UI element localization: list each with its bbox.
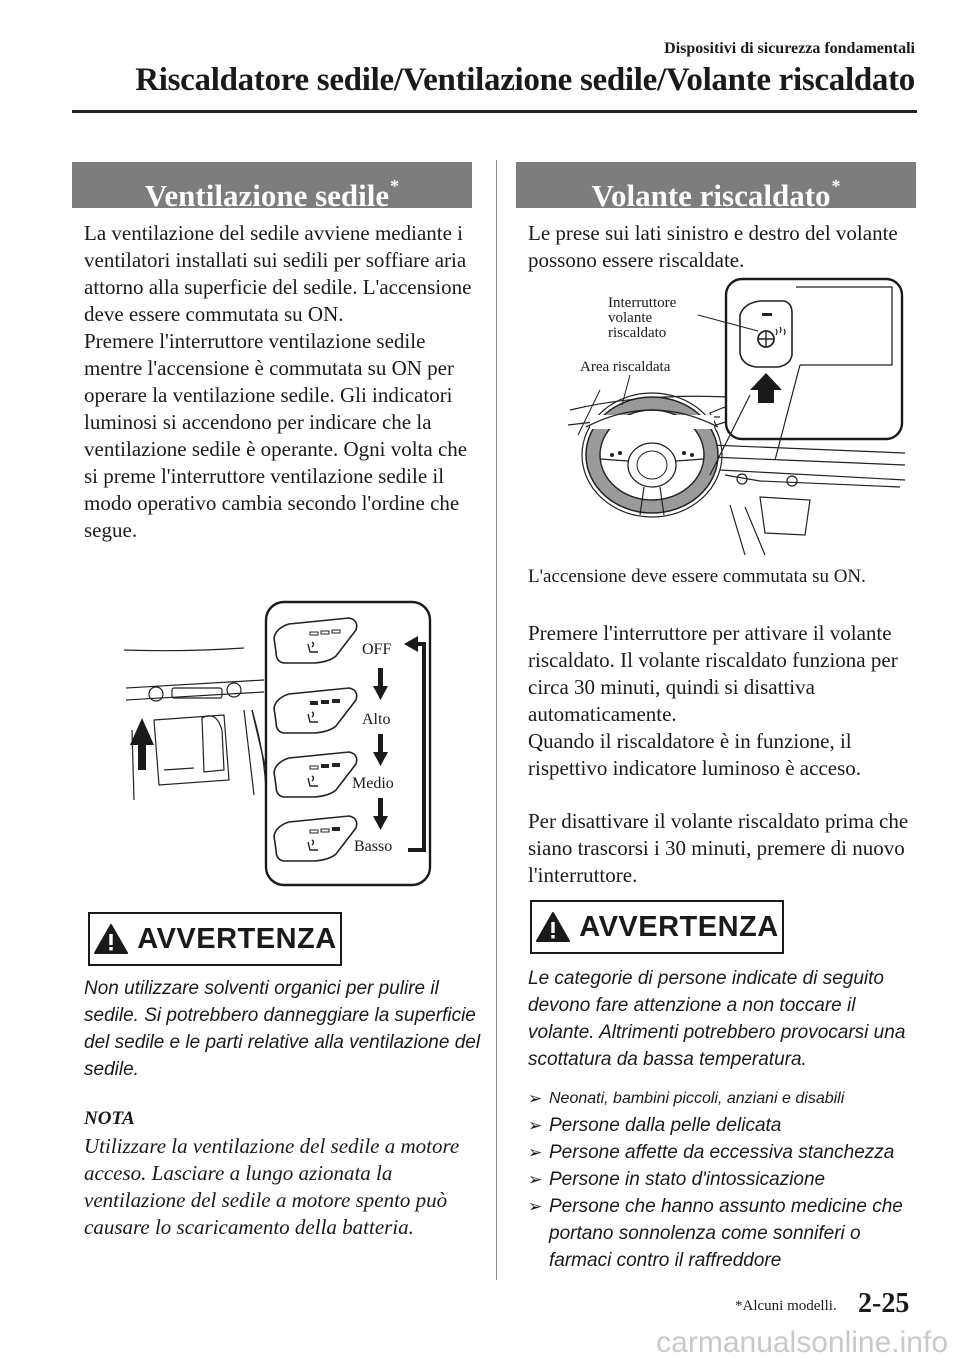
warning-text: Non utilizzare solventi organici per pulire il sedile. Si potrebbero danneggiare la superficie del sedile e le parti relative alla ventilazione del sedile. — [84, 978, 481, 1080]
section-title-heated-wheel — [516, 162, 916, 213]
warning-label: AVVERTENZA — [579, 910, 779, 943]
warning-badge — [530, 900, 784, 954]
warning-label: AVVERTENZA — [137, 922, 337, 955]
label-switch-line3: riscaldato — [608, 325, 667, 341]
seat-ventilation-intro: La ventilazione del sedile avviene mediante i ventilatori installati sui sedili per soffiare aria attorno alla superficie del sedile. L'accensione deve essere commutata su ON. Premere l'interruttore ventilazione sedile mentre l'accensione è commutata su ON per operare la ventilazione sedile. Gli indicatori luminosi si accendono per indicare che la ventilazione sedile è operante. Ogni volta che si preme l'interruttore ventilazione sedile il modo operativo cambia secondo l'ordine che segue. — [84, 221, 472, 542]
label-switch-line2: volante — [608, 310, 653, 326]
page-number: 2-25 — [858, 1288, 910, 1319]
mode-label-basso: Basso — [354, 838, 393, 855]
note-title: NOTA — [84, 1108, 135, 1129]
bullet-arrow-icon: ➢ — [528, 1170, 543, 1189]
list-item-text: Persone affette da eccessiva stanchezza — [549, 1142, 895, 1163]
warning-badge — [88, 912, 342, 966]
list-item — [528, 1085, 923, 1112]
mode-label-medio: Medio — [352, 775, 394, 792]
bullet-arrow-icon: ➢ — [528, 1143, 543, 1162]
list-item — [528, 1139, 923, 1166]
label-heated-area: Area riscaldata — [580, 359, 671, 375]
warning-triangle-icon — [93, 923, 129, 955]
heated-wheel-figure — [560, 275, 905, 555]
section-title-text: Volante riscaldato — [591, 178, 831, 213]
running-header-title: Riscaldatore sedile/Ventilazione sedile/Volante riscaldato — [135, 62, 915, 98]
warning-triangle-icon — [535, 911, 571, 943]
bullet-arrow-icon: ➢ — [528, 1089, 543, 1108]
list-item — [528, 1166, 923, 1193]
switch-callout-panel — [726, 279, 902, 439]
mode-label-off: OFF — [362, 641, 392, 658]
at-risk-persons-list — [528, 1085, 923, 1274]
figure-caption: L'accensione deve essere commutata su ON. — [528, 566, 866, 587]
list-item-text: Neonati, bambini piccoli, anziani e disabili — [549, 1090, 845, 1107]
seat-ventilation-switch-figure — [124, 600, 434, 890]
list-item-text: Persone dalla pelle delicata — [549, 1115, 782, 1136]
label-switch-line1: Interruttore — [608, 295, 677, 311]
section-title-seat-ventilation — [72, 162, 472, 213]
note-text: Utilizzare la ventilazione del sedile a motore acceso. Lasciare a lungo azionata la ventilazione del sedile a motore spento può causare lo scaricamento della batteria. — [84, 1134, 460, 1239]
watermark: carmanualsonline.info — [656, 1326, 948, 1359]
up-arrow-icon — [130, 718, 154, 770]
column-divider — [496, 160, 497, 1280]
running-header-section: Dispositivi di sicurezza fondamentali — [664, 40, 915, 57]
optional-feature-mark: * — [831, 176, 841, 196]
heated-wheel-intro: Le prese sui lati sinistro e destro del volante possono essere riscaldate. — [528, 221, 898, 272]
header-rule — [72, 110, 917, 113]
heated-wheel-deactivation: Per disattivare il volante riscaldato prima che siano trascorsi i 30 minuti, premere di nuovo l'interruttore. — [528, 809, 909, 887]
list-item — [528, 1193, 923, 1274]
warning-text: Le categorie di persone indicate di seguito devono fare attenzione a non toccare il volante. Altrimenti potrebbero provocarsi una scottatura da bassa temperatura. — [528, 968, 906, 1070]
list-item-text: Persone in stato d'intossicazione — [549, 1169, 826, 1190]
bullet-arrow-icon: ➢ — [528, 1197, 543, 1216]
center-console-sketch — [124, 648, 266, 800]
footnote: *Alcuni modelli. — [735, 1298, 837, 1314]
optional-feature-mark: * — [390, 176, 400, 196]
steering-wheel — [582, 393, 722, 517]
list-item-text: Persone che hanno assunto medicine che portano sonnolenza come sonniferi o farmaci contro il raffreddore — [549, 1196, 903, 1271]
bullet-arrow-icon: ➢ — [528, 1116, 543, 1135]
list-item — [528, 1112, 923, 1139]
section-title-text: Ventilazione sedile — [144, 178, 390, 213]
heated-wheel-operation: Premere l'interruttore per attivare il volante riscaldato. Il volante riscaldato funziona per circa 30 minuti, quindi si disattiva automaticamente. Quando il riscaldatore è in funzione, il rispettivo indicatore luminoso è acceso. — [528, 621, 898, 780]
mode-label-alto: Alto — [362, 711, 391, 728]
